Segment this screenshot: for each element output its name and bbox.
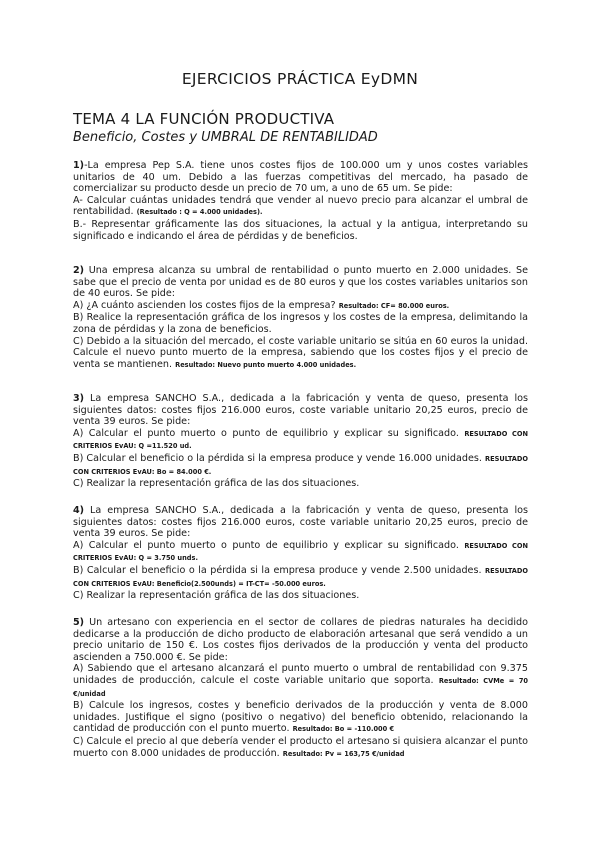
result-note: Resultado: Nuevo punto muerto 4.000 unidades. xyxy=(175,360,357,369)
exercise-part-b: B) Calcule los ingresos, costes y beneficio derivados de la producción y venta de 8.000 unidades. Justifique el signo (positivo o negativo) del beneficio obtenido, relacionando la cantidad de producción con el punto muerto. Resultado: Bo = -110.000 € xyxy=(73,700,528,735)
exercise-part-a: A) Calcular el punto muerto o punto de equilibrio y explicar su significado. RESULTADO CON CRITERIOS EvAU: Q =11.520 ud. xyxy=(73,427,528,451)
result-note: RESULTADO CON CRITERIOS EvAU: Beneficio(2.500unds) = IT-CT= -50.000 euros. xyxy=(73,566,528,588)
exercise-4 xyxy=(73,505,528,602)
exercise-1 xyxy=(73,160,528,242)
exercise-3 xyxy=(73,393,528,490)
exercise-part-b: B) Calcular el beneficio o la pérdida si la empresa produce y vende 2.500 unidades. RESULTADO CON CRITERIOS EvAU: Beneficio(2.500unds) = IT-CT= -50.000 euros. xyxy=(73,564,528,588)
exercise-number: 5) xyxy=(73,617,85,628)
result-note: (Resultado : Q = 4.000 unidades). xyxy=(136,208,263,217)
exercise-part-a: A) Calcular el punto muerto o punto de equilibrio y explicar su significado. RESULTADO CON CRITERIOS EvAU: Q = 3.750 unds. xyxy=(73,539,528,563)
section-heading: TEMA 4 LA FUNCIÓN PRODUCTIVA xyxy=(73,110,335,128)
section-subtitle: Beneficio, Costes y UMBRAL DE RENTABILIDAD xyxy=(73,130,378,145)
exercise-part-a: A) ¿A cuánto ascienden los costes fijos de la empresa? Resultado: CF= 80.000 euros. xyxy=(73,299,450,311)
exercise-part-c: C) Realizar la representación gráfica de las dos situaciones. xyxy=(73,478,360,490)
exercise-part-c: C) Realizar la representación gráfica de las dos situaciones. xyxy=(73,590,360,602)
exercise-intro: 3) La empresa SANCHO S.A., dedicada a la fabricación y venta de queso, presenta los siguientes datos: costes fijos 216.000 euros, coste variable unitario 20,25 euros, precio de venta 39 euros. Se pide: xyxy=(73,393,528,428)
document-title: EJERCICIOS PRÁCTICA EyDMN xyxy=(181,70,419,88)
exercise-intro: 4) La empresa SANCHO S.A., dedicada a la fabricación y venta de queso, presenta los siguientes datos: costes fijos 216.000 euros, coste variable unitario 20,25 euros, precio de venta 39 euros. Se pide: xyxy=(73,505,528,540)
exercise-part-b: B) Realice la representación gráfica de los ingresos y los costes de la empresa, delimitando la zona de pérdidas y la zona de beneficios. xyxy=(73,312,528,335)
exercise-intro: 2) Una empresa alcanza su umbral de rentabilidad o punto muerto en 2.000 unidades. Se sabe que el precio de venta por unidad es de 80 euros y que los costes variables unitarios son de 40 euros. Se pide: xyxy=(73,265,528,300)
exercise-part-b: B.- Representar gráficamente las dos situaciones, la actual y la antigua, interpretando su significado e indicando el área de pérdidas y de beneficios. xyxy=(73,218,528,242)
exercise-part-c: C) Calcule el precio al que debería vender el producto el artesano si quisiera alcanzar el punto muerto con 8.000 unidades de producción. Resultado: Pv = 163,75 €/unidad xyxy=(73,735,528,759)
result-note: Resultado: Bo = -110.000 € xyxy=(292,725,395,734)
result-note: RESULTADO CON CRITERIOS EvAU: Bo = 84.000 €. xyxy=(73,454,528,476)
result-note: Resultado: CF= 80.000 euros. xyxy=(338,301,450,310)
exercise-intro: 1)-La empresa Pep S.A. tiene unos costes fijos de 100.000 um y unos costes variables unitarios de 40 um. Debido a las fuerzas competitivas del mercado, ha pasado de comercializar su producto desde un precio de 70 um, a uno de 65 um. Se pide: xyxy=(73,160,528,195)
exercise-part-a: A) Sabiendo que el artesano alcanzará el punto muerto o umbral de rentabilidad con 9.375 unidades de producción, calcule el coste variable unitario que soporta. Resultado: CVMe = 70 €/unidad xyxy=(73,663,528,698)
exercise-part-b: B) Calcular el beneficio o la pérdida si la empresa produce y vende 16.000 unidades. RESULTADO CON CRITERIOS EvAU: Bo = 84.000 €. xyxy=(73,452,528,476)
exercise-number: 3) xyxy=(73,393,85,404)
exercise-part-a: A- Calcular cuántas unidades tendrá que vender al nuevo precio para alcanzar el umbral de rentabilidad. (Resultado : Q = 4.000 unidades). xyxy=(73,194,528,218)
exercise-part-c: C) Debido a la situación del mercado, el coste variable unitario se sitúa en 60 euros la unidad. Calcule el nuevo punto muerto de la empresa, sabiendo que los costes fijos y el precio de venta se mantienen. Resultado: Nuevo punto muerto 4.000 unidades. xyxy=(73,335,528,370)
exercise-number: 1) xyxy=(73,160,85,171)
exercise-2 xyxy=(73,265,528,371)
result-note: RESULTADO CON CRITERIOS EvAU: Q = 3.750 unds. xyxy=(73,541,528,563)
result-note: RESULTADO CON CRITERIOS EvAU: Q =11.520 ud. xyxy=(73,429,528,451)
result-note: Resultado: CVMe = 70 €/unidad xyxy=(73,676,528,698)
exercise-number: 2) xyxy=(73,265,85,276)
exercise-5 xyxy=(73,617,528,760)
result-note: Resultado: Pv = 163,75 €/unidad xyxy=(282,749,405,758)
exercise-intro: 5) Un artesano con experiencia en el sector de collares de piedras naturales ha decidido dedicarse a la producción de dicho producto de elaboración artesanal que será vendido a un precio unitario de 150 €. Los costes fijos derivados de la producción y venta del producto ascienden a 750.000 €. Se pide: xyxy=(73,617,528,663)
exercise-number: 4) xyxy=(73,505,85,516)
